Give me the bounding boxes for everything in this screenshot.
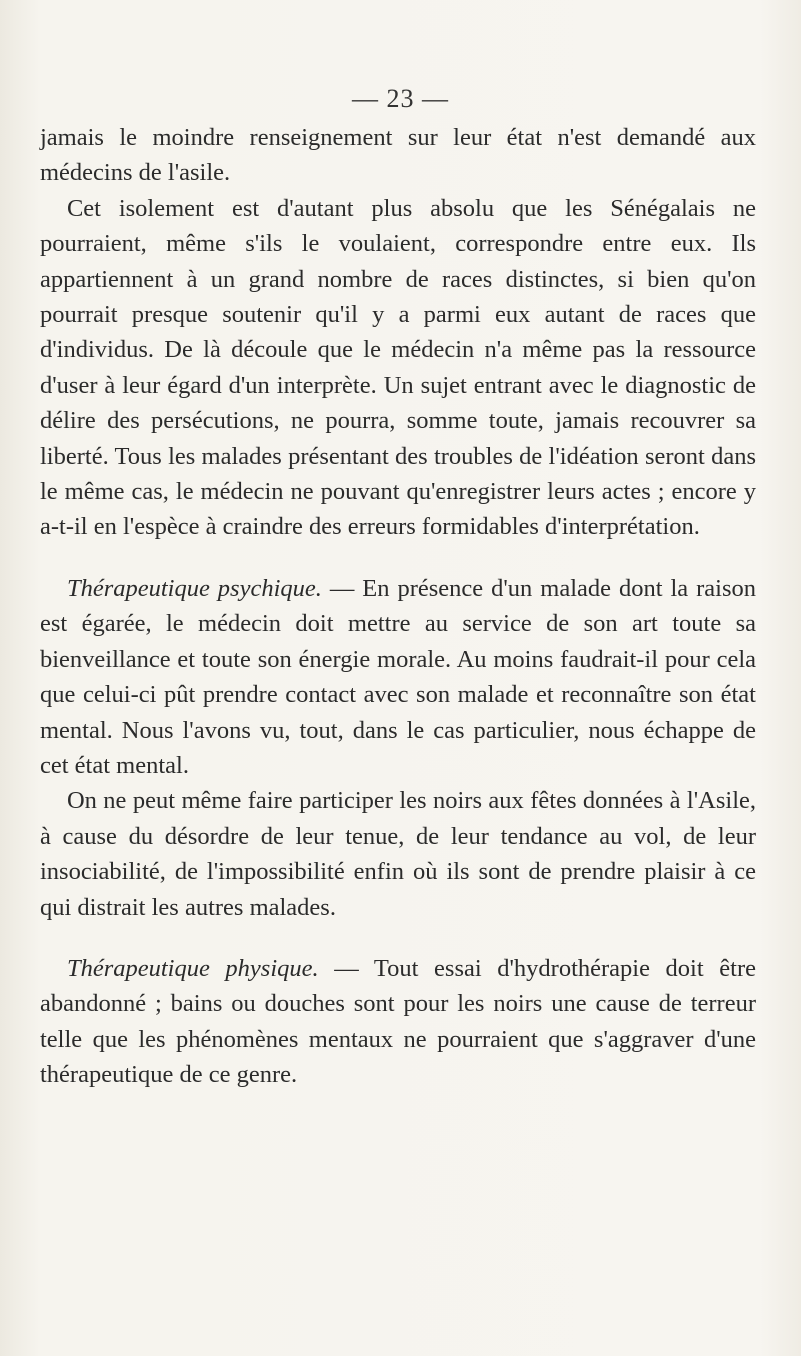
- paragraph-text: — Tout essai d'hydrothérapie doit être abandonné ; bains ou douches sont pour les noirs une cause de terreur telle que les phénomènes mentaux ne pourraient que s'aggraver d'une thérapeutique de ce genre.: [40, 954, 756, 1089]
- page-number: — 23 —: [352, 84, 449, 113]
- paragraph-text: jamais le moindre renseignement sur leur état n'est demandé aux médecins de l'asile.: [40, 124, 756, 187]
- section-heading-psychique: Thérapeutique psychique.: [66, 574, 322, 602]
- paragraph-text: On ne peut même faire participer les noirs aux fêtes données à l'Asile, à cause du désordre de leur tenue, de leur tendance au vol, de leur insociabilité, de l'impossibilité enfin où ils sont de prendre plaisir à ce qui distrait les autres malades.: [40, 787, 756, 921]
- paragraph-fetes: [40, 783, 756, 925]
- paragraph-continuation: [40, 120, 756, 191]
- paragraph-therapeutique-physique: [40, 951, 756, 1093]
- paragraph-therapeutique-psychique: [40, 571, 756, 783]
- section-heading-physique: Thérapeutique physique.: [66, 954, 319, 982]
- paragraph-text: — En présence d'un malade dont la raison est égarée, le médecin doit mettre au service de son art toute sa bienveillance et toute son énergie morale. Au moins faudrait-il pour cela que celui-ci pût prendre contact avec son malade et reconnaître son état mental. Nous l'avons vu, tout, dans le cas particulier, nous échappe de cet état mental.: [40, 574, 756, 779]
- body-text: [40, 120, 756, 1093]
- paragraph-text: Cet isolement est d'autant plus absolu que les Sénégalais ne pourraient, même s'ils le voulaient, correspondre entre eux. Ils appartiennent à un grand nombre de races distinctes, si bien qu'on pourrait presque soutenir qu'il y a parmi eux autant de races que d'individus. De là découle que le médecin n'a même pas la ressource d'user à leur égard d'un interprète. Un sujet entrant avec le diagnostic de délire des persécutions, ne pourra, somme toute, jamais recouvrer sa liberté. Tous les malades présentant des troubles de l'idéation seront dans le même cas, le médecin ne pouvant qu'enregistrer leurs actes ; encore y a-t-il en l'espèce à craindre des erreurs formidables d'interprétation.: [40, 194, 756, 541]
- paragraph-isolement: [40, 191, 756, 545]
